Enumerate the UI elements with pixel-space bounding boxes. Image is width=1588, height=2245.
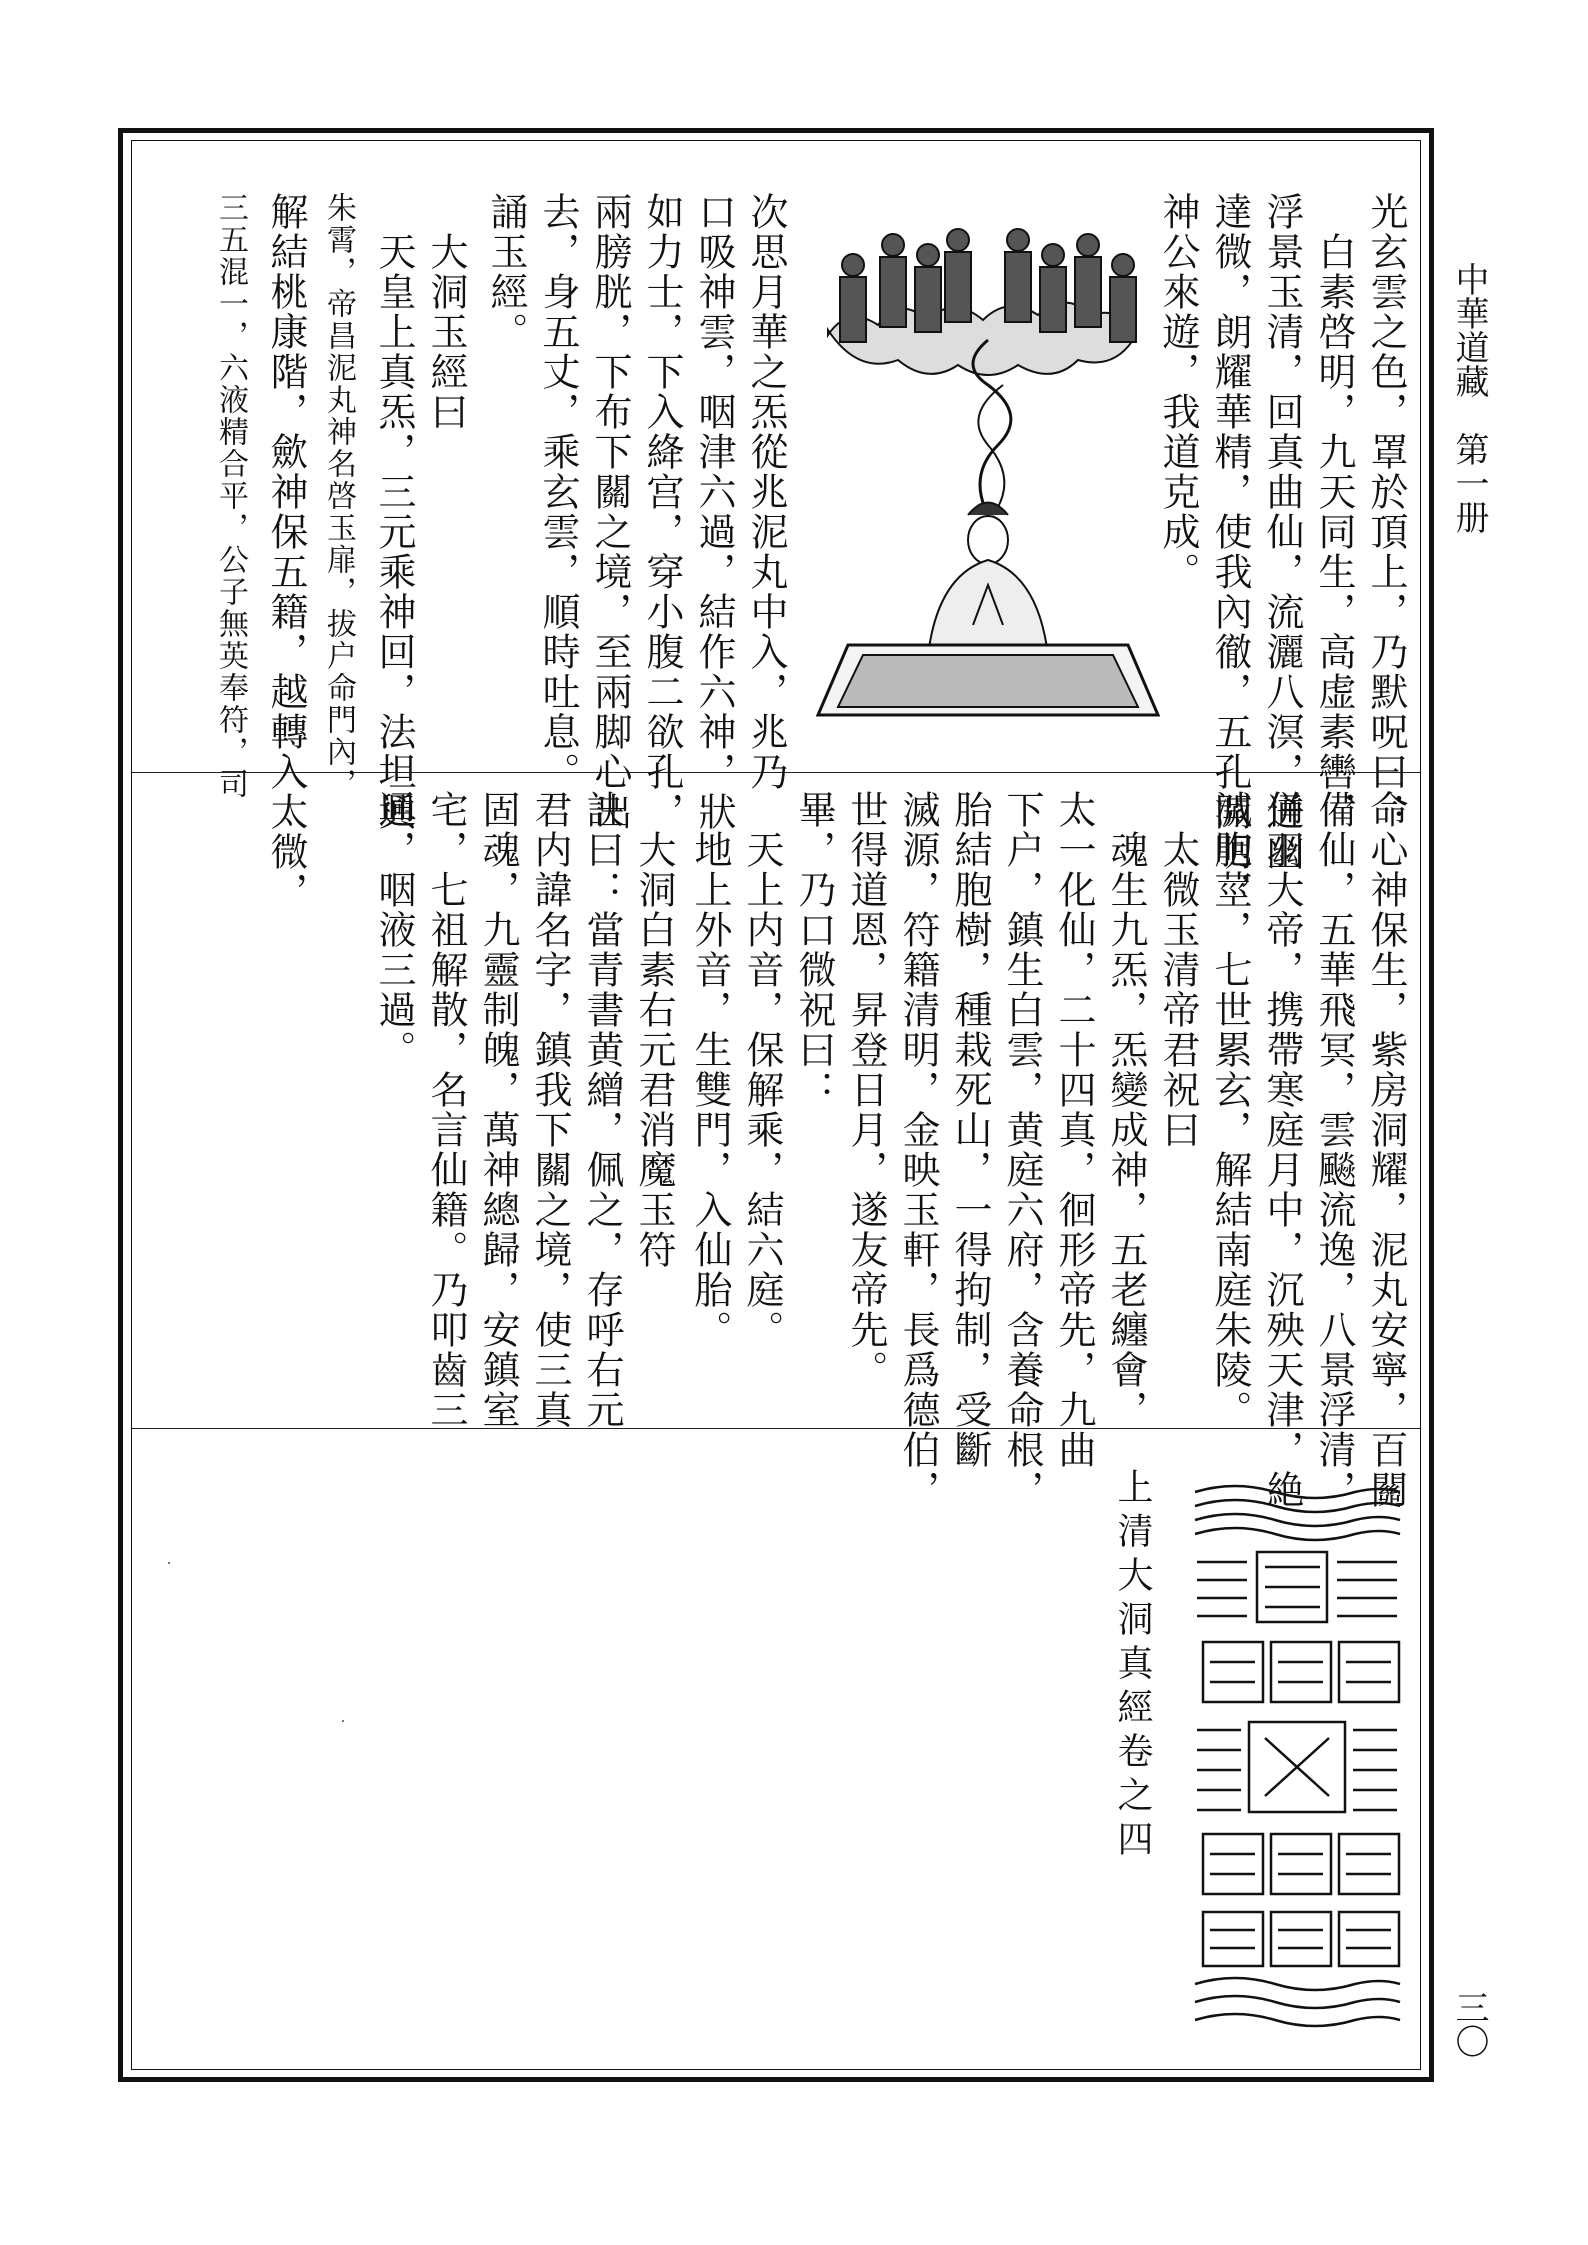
section2-column-4: 滅胞莖，七世累玄，解結南庭朱陵。 <box>1208 790 1252 1430</box>
section2-column-10: 滅源，符籍清明，金映玉軒，長爲德伯， <box>896 790 940 1510</box>
book-title: 中華道藏 第一册 <box>1449 262 1489 534</box>
section2-column-15: 大洞白素右元君消魔玉符 <box>632 790 676 1270</box>
section1-column-4: 達微，朗耀華精，使我內徹，五孔開明， <box>1208 192 1252 912</box>
section2-column-12: 畢，乃口微祝曰： <box>792 790 836 1110</box>
section2-column-13: 天上内音，保解乘，結六庭。 <box>740 790 784 1350</box>
section2-column-9: 胎結胞樹，種栽死山，一得拘制，受斷 <box>948 790 992 1470</box>
section2-column-14: 地上外音，生雙門，入仙胎。 <box>688 790 732 1350</box>
section2-column-20: 通，咽液三過。 <box>372 790 416 1070</box>
section2-column-16: 訣曰：當青書黄繒，佩之，存呼右元 <box>580 790 624 1430</box>
section2-column-3: 併羽大帝，携帶寒庭月中，沉殃天津，絶 <box>1260 790 1304 1510</box>
seated-deity-illustration-icon <box>808 215 1168 745</box>
page-number: 三〇 <box>1449 1990 1489 2058</box>
section1-column-7: 口吸神雲，咽津六過，結作六神，狀 <box>692 192 736 832</box>
talisman-icon <box>1185 1472 1410 2037</box>
section2-column-8: 下户，鎮生白雲，黄庭六府，含養命根， <box>1000 790 1044 1510</box>
section1-column-9: 兩膀胱，下布下關之境，至兩脚心出 <box>588 192 632 832</box>
section1-column-12: 大洞玉經曰 <box>424 192 468 432</box>
section1-column-11: 誦玉經。 <box>484 192 528 352</box>
section1-column-14: 朱霄，帝昌泥丸神名啓玉扉，拔户命門內， <box>321 192 356 800</box>
section1-column-15: 解結桃康階，歛神保五籍，越轉入太微， <box>264 192 308 912</box>
section2-column-18: 固魂，九靈制魄，萬神總歸，安鎮室 <box>476 790 520 1430</box>
section1-column-5: 神公來遊，我道克成。 <box>1156 192 1200 592</box>
section1-column-3: 浮景玉清，回真曲仙，流灑八溟，通幽 <box>1260 192 1304 872</box>
section2-column-2: 備仙，五華飛冥，雲飈流逸，八景浮清， <box>1312 790 1356 1510</box>
section2-column-5: 太微玉清帝君祝曰 <box>1156 790 1200 1150</box>
section1-column-2: 白素啓明，九天同生，高虚素轡， <box>1312 192 1356 832</box>
section2-column-19: 宅，七祖解散，名言仙籍。乃叩齒三 <box>424 790 468 1430</box>
section1-column-10: 去，身五丈，乘玄雲，順時吐息。 <box>536 192 580 792</box>
section2-column-6: 魂生九炁，炁變成神，五老纏會， <box>1104 790 1148 1430</box>
section2-column-7: 太一化仙，二十四真，徊形帝先，九曲 <box>1052 790 1096 1470</box>
section1-column-8: 如力士，下入絳宫，穿小腹二欲孔， <box>640 192 684 832</box>
section1-column-1: 光玄雲之色，罩於頂上，乃默呪曰： <box>1364 192 1408 832</box>
section1-column-13: 天皇上真炁，三元乘神回，法坦興 <box>372 192 416 832</box>
section2-column-17: 君内諱名字，鎮我下關之境，使三真 <box>528 790 572 1430</box>
section1-column-6: 次思月華之炁從兆泥丸中入，兆乃 <box>744 192 788 792</box>
colophon: 上清大洞真經卷之四 <box>1112 1468 1153 1864</box>
section2-column-1: 命心神保生，紫房洞耀，泥丸安寧，百關 <box>1364 790 1408 1510</box>
section2-column-11: 世得道恩，昇登日月，遂友帝先。 <box>844 790 888 1390</box>
section1-column-16: 三五混一，六液精合平，公子無英奉符，司 <box>213 192 248 800</box>
